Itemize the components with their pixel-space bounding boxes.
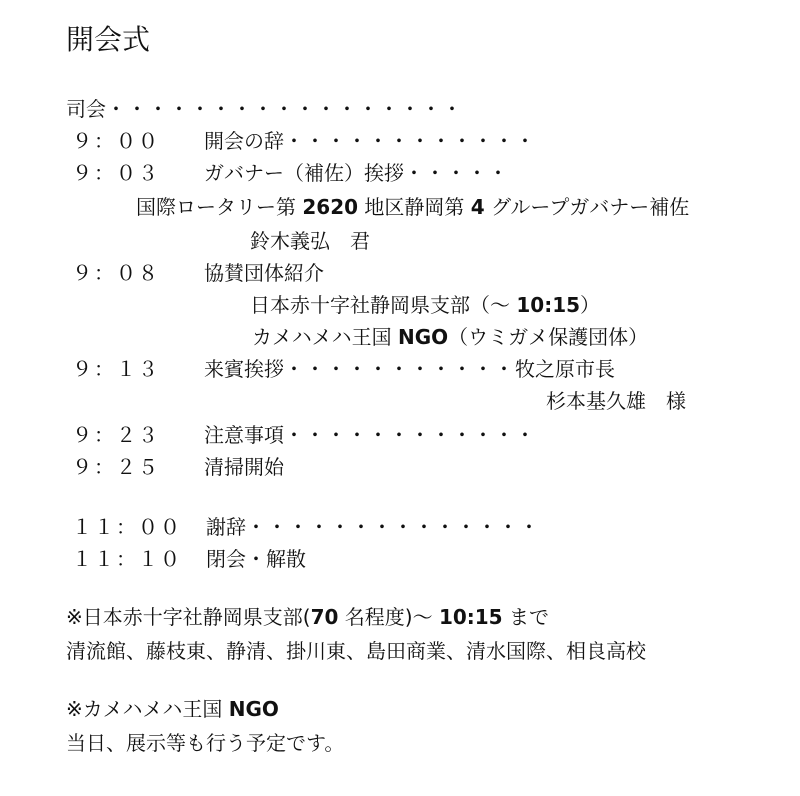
time-0900: ９：００: [72, 129, 160, 153]
item-opening: [204, 126, 536, 156]
item-guest-greeting: [204, 354, 615, 384]
page-title: 開会式: [66, 23, 151, 56]
time-1110: １１：１０: [72, 547, 182, 571]
detail-text: 国際ロータリー第: [136, 195, 303, 219]
detail-text: 地区静岡第: [358, 195, 471, 219]
item-label: ガバナー（補佐）挨拶: [204, 161, 404, 185]
governor-name: 鈴木義弘 君: [250, 229, 370, 253]
item-label: 謝辞: [206, 515, 246, 539]
note-text: まで: [502, 605, 549, 629]
time-0923: ９：２３: [72, 423, 160, 447]
ngo-label: NGO: [397, 325, 449, 349]
district-number: 2620: [302, 195, 359, 219]
note-ngo: [66, 694, 279, 724]
note-text: 名程度)〜: [338, 605, 439, 629]
mc-leader: ・・・・・・・・・・・・・・・・・: [106, 97, 463, 121]
note-text: ※日本赤十字社静岡県支部(: [66, 605, 311, 629]
item-cleanup-start: 清掃開始: [204, 455, 284, 479]
item-closing: 閉会・解散: [206, 547, 306, 571]
guest-name: 杉本基久雄 様: [546, 389, 686, 413]
item-label: 来賓挨拶: [204, 357, 284, 381]
end-time: 10:15: [516, 293, 581, 317]
item-leader: ・・・・・・・・・・・・: [284, 423, 536, 447]
detail-text: （ウミガメ保護団体）: [448, 325, 649, 349]
item-leader: ・・・・・・・・・・・: [284, 357, 515, 381]
note-schools: 清流館、藤枝東、静清、掛川東、島田商業、清水国際、相良高校: [66, 639, 646, 663]
ngo-label: NGO: [228, 697, 279, 721]
time-1100: １１：００: [72, 515, 182, 539]
time-0913: ９：１３: [72, 357, 160, 381]
item-leader: ・・・・・: [404, 161, 509, 185]
time-0903: ９：０３: [72, 161, 160, 185]
sponsor-ngo: [252, 322, 648, 352]
guest-title: 牧之原市長: [515, 357, 615, 381]
item-leader: ・・・・・・・・・・・・: [284, 129, 536, 153]
item-governor-greeting: [204, 158, 509, 188]
group-number: 4: [470, 195, 485, 219]
item-precautions: [204, 420, 536, 450]
note-text: ※カメハメハ王国: [66, 697, 229, 721]
item-sponsors: 協賛団体紹介: [204, 261, 324, 285]
detail-text: グループガバナー補佐: [484, 195, 690, 219]
item-label: 開会の辞: [204, 129, 284, 153]
time-0908: ９：０８: [72, 261, 160, 285]
note-end-time: 10:15: [438, 605, 503, 629]
mc-line: [66, 94, 463, 124]
detail-text: ）: [580, 293, 601, 317]
detail-text: カメハメハ王国: [252, 325, 398, 349]
time-0925: ９：２５: [72, 455, 160, 479]
note-red-cross: [66, 602, 549, 632]
participant-count: 70: [310, 605, 339, 629]
item-label: 注意事項: [204, 423, 284, 447]
mc-label: 司会: [66, 97, 106, 121]
item-thanks: [206, 512, 540, 542]
governor-title: [136, 192, 689, 222]
note-ngo-text: 当日、展示等も行う予定です。: [66, 731, 345, 755]
detail-text: 日本赤十字社静岡県支部（〜: [250, 293, 517, 317]
sponsor-red-cross: [250, 290, 600, 320]
item-leader: ・・・・・・・・・・・・・・: [246, 515, 540, 539]
